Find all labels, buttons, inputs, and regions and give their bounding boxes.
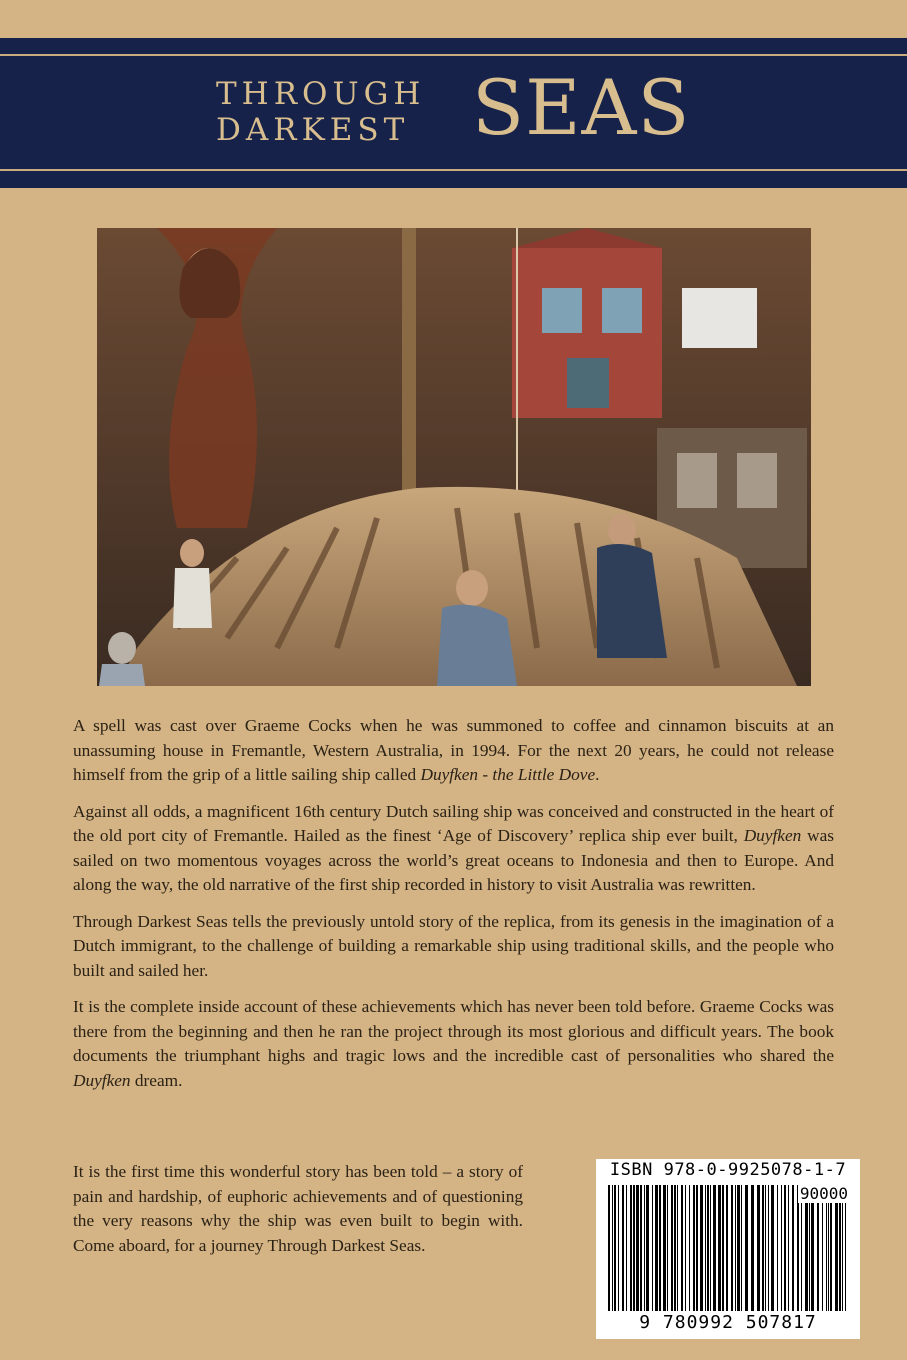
barcode-bar: [640, 1185, 642, 1311]
barcode-bar: [781, 1185, 782, 1311]
barcode-bar: [751, 1185, 754, 1311]
barcode-bar: [633, 1185, 635, 1311]
barcode-bar: [713, 1185, 716, 1311]
barcode-bar: [842, 1185, 843, 1311]
barcode-bar: [710, 1185, 711, 1311]
price-code: 90000: [799, 1184, 848, 1203]
shipyard-photo-illustration: [97, 228, 811, 686]
barcode-bar: [726, 1185, 728, 1311]
barcode-bar: [693, 1185, 695, 1311]
barcode-bar: [801, 1185, 802, 1311]
barcode-bar: [817, 1185, 819, 1311]
barcode-bar: [700, 1185, 703, 1311]
barcode-bar: [612, 1185, 613, 1311]
barcode-bar: [835, 1185, 838, 1311]
blurb-p4-ship-name: Duyfken: [73, 1070, 131, 1090]
barcode-bar: [745, 1185, 748, 1311]
banner-top-rule: [0, 54, 907, 56]
title-line-darkest: DARKEST: [216, 112, 410, 148]
barcode-bar: [652, 1185, 653, 1311]
blurb-p1-ship-name: Duyfken - the Little Dove: [420, 765, 596, 784]
barcode-bar: [765, 1185, 766, 1311]
barcode-bar: [845, 1185, 846, 1311]
barcode-bar: [718, 1185, 721, 1311]
blurb-p1-end: .: [595, 765, 600, 784]
blurb-paragraph-1: [73, 714, 834, 788]
barcode-bar: [646, 1185, 649, 1311]
barcode-bar: [839, 1185, 841, 1311]
barcode-bar: [788, 1185, 789, 1311]
barcode-bar: [737, 1185, 740, 1311]
barcode-bar: [809, 1185, 810, 1311]
barcode-bar: [655, 1185, 658, 1311]
title-seas: SEAS: [472, 63, 691, 152]
title-banner: [0, 38, 907, 188]
barcode-bar: [731, 1185, 733, 1311]
blurb-p1-text: A spell was cast over Graeme Cocks when he was summoned to coffee and cinnamon biscuits at an unassuming house in Fremantle, Western Australia, in 1994. For the next 20 years, he could not release himself from the grip of a little sailing ship called: [73, 716, 834, 784]
barcode-bar: [757, 1185, 760, 1311]
blurb-p5-text: It is the first time this wonderful story has been told – a story of pain and hardship, of euphoric achievements and of questioning the very reasons why the ship was even built to begin with. Come aboard, for a journey Through Darkest Seas.: [73, 1162, 523, 1255]
barcode-bar: [614, 1185, 616, 1311]
blurb-paragraph-2: [73, 800, 834, 898]
barcode-bar: [622, 1185, 624, 1311]
blurb-p2-text: Against all odds, a magnificent 16th century Dutch sailing ship was conceived and constructed in the heart of the old port city of Fremantle. Hailed as the finest ‘Age of Discovery’ replica ship ever built,: [73, 801, 834, 845]
barcode-bar: [671, 1185, 673, 1311]
barcode-bar: [771, 1185, 774, 1311]
barcode-bar: [681, 1185, 683, 1311]
barcode-bar: [805, 1185, 808, 1311]
banner-bottom-rule: [0, 169, 907, 171]
barcode-bar: [830, 1185, 832, 1311]
barcode-bar: [667, 1185, 668, 1311]
blurb-p4-end: dream.: [130, 1070, 183, 1090]
barcode-bar: [608, 1185, 610, 1311]
blurb-text: [73, 714, 834, 1105]
blurb-paragraph-3: Through Darkest Seas tells the previously untold story of the replica, from its genesis in the imagination of a Dutch immigrant, to the challenge of building a remarkable ship using traditional skills, and the people who built and sailed her.: [73, 911, 834, 980]
cover-photo: [97, 228, 811, 686]
barcode-bar: [685, 1185, 686, 1311]
blurb-p4-text: It is the complete inside account of these achievements which has never been told before. Graeme Cocks was there from the beginning and then he ran the project through its most glorious and difficult years. The book documents the triumphant highs and tragic lows and the incredible cast of personalities who shared the: [73, 997, 834, 1065]
barcode-bar: [644, 1185, 645, 1311]
barcode-bar: [792, 1185, 794, 1311]
title-small-stack: [216, 76, 425, 148]
barcode-bar: [705, 1185, 706, 1311]
barcode-bar: [689, 1185, 690, 1311]
barcode-bar: [768, 1185, 769, 1311]
barcode-bar: [735, 1185, 736, 1311]
blurb-p2-end: was sailed on two momentous voyages across the world’s great oceans to Indonesia and then to Europe. And along the way, the old narrative of the first ship recorded in history to visit Australia was rewritten.: [73, 826, 834, 894]
barcode-bar: [811, 1185, 814, 1311]
ean-digits: 9 780992 507817: [639, 1312, 817, 1333]
barcode-bar: [630, 1185, 632, 1311]
barcode-bar: [626, 1185, 627, 1311]
barcode-bar: [618, 1185, 619, 1311]
blurb-p2-ship-name: Duyfken: [743, 826, 802, 845]
barcode-bar: [722, 1185, 724, 1311]
barcode-bar: [762, 1185, 764, 1311]
barcode-bar: [663, 1185, 666, 1311]
barcode-bar: [741, 1185, 742, 1311]
isbn-label: ISBN 978-0-9925078-1-7: [609, 1160, 847, 1180]
barcode-bar: [707, 1185, 709, 1311]
barcode-bar: [797, 1185, 799, 1311]
isbn-barcode: [596, 1159, 860, 1339]
barcode-bar: [777, 1185, 778, 1311]
barcode-bar: [677, 1185, 678, 1311]
barcode-bar: [674, 1185, 676, 1311]
barcode-bar: [822, 1185, 823, 1311]
blurb-paragraph-4: [73, 995, 834, 1093]
barcode-bar: [696, 1185, 698, 1311]
barcode-bar: [826, 1185, 827, 1311]
barcode-bar: [784, 1185, 786, 1311]
barcode-bars: [608, 1185, 848, 1313]
barcode-bar: [659, 1185, 661, 1311]
blurb-paragraph-5: [73, 1160, 523, 1258]
barcode-bar: [828, 1185, 829, 1311]
barcode-bar: [636, 1185, 639, 1311]
title-line-through: THROUGH: [216, 76, 426, 112]
